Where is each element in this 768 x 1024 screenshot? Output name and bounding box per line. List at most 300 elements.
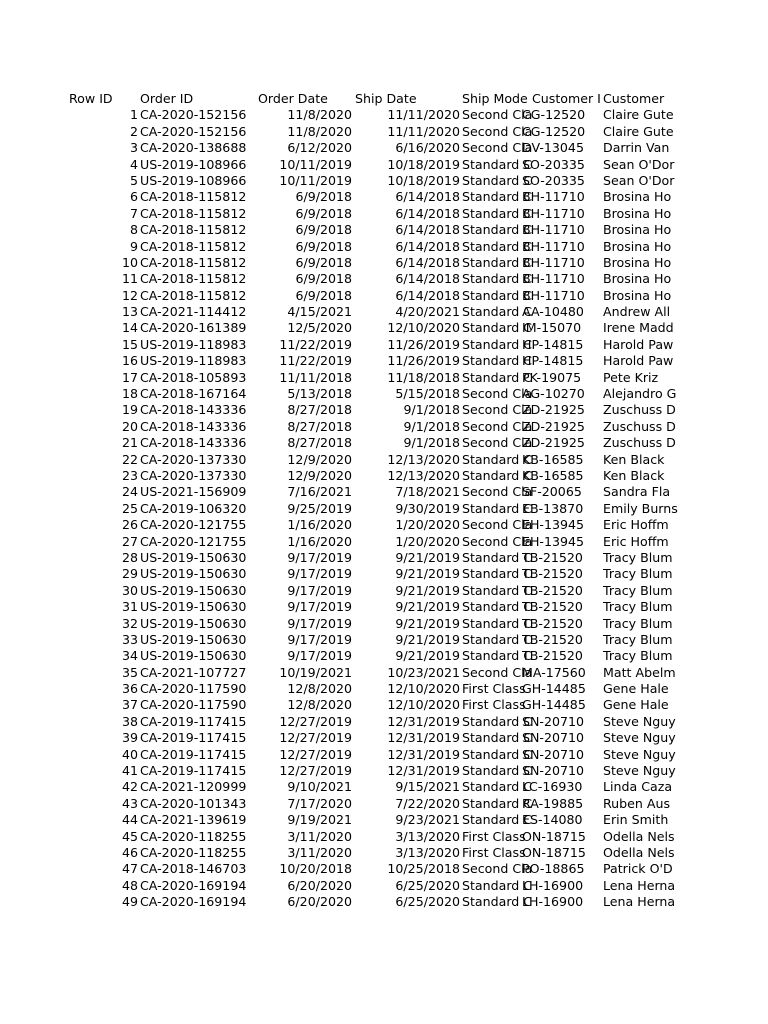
table-row — [0, 648, 768, 664]
cell-order-id: US-2019-150630 — [140, 615, 247, 631]
cell-customer-name: Tracy Blum — [603, 631, 673, 647]
cell-row-id: 40 — [121, 746, 138, 762]
table-row — [0, 320, 768, 336]
cell-customer-id: MA-17560 — [522, 664, 586, 680]
cell-customer-name: Pete Kriz — [603, 369, 659, 385]
cell-ship-mode: Standard C — [462, 779, 533, 795]
cell-order-date: 9/17/2019 — [287, 599, 352, 615]
cell-row-id: 44 — [121, 812, 138, 828]
cell-ship-date: 7/18/2021 — [395, 484, 460, 500]
cell-ship-date: 4/20/2021 — [395, 304, 460, 320]
cell-row-id: 4 — [129, 156, 138, 172]
cell-order-id: US-2019-150630 — [140, 582, 247, 598]
cell-ship-date: 12/10/2020 — [387, 681, 460, 697]
cell-ship-date: 12/31/2019 — [387, 713, 460, 729]
cell-ship-mode: Second Cla — [462, 435, 533, 451]
cell-order-date: 7/16/2021 — [287, 484, 352, 500]
cell-order-id: CA-2018-167164 — [140, 386, 247, 402]
cell-ship-mode: Second Cla — [462, 517, 533, 533]
cell-ship-date: 12/10/2020 — [387, 320, 460, 336]
header-row — [0, 91, 768, 107]
cell-row-id: 27 — [121, 533, 138, 549]
cell-row-id: 17 — [121, 369, 138, 385]
cell-row-id: 26 — [121, 517, 138, 533]
cell-order-date: 4/15/2021 — [287, 304, 352, 320]
table-row — [0, 583, 768, 599]
table-row — [0, 763, 768, 779]
cell-ship-mode: Standard C — [462, 763, 533, 779]
cell-ship-date: 6/14/2018 — [395, 222, 460, 238]
table-row — [0, 697, 768, 713]
cell-ship-mode: Standard C — [462, 172, 533, 188]
cell-row-id: 25 — [121, 500, 138, 516]
cell-ship-date: 9/21/2019 — [395, 582, 460, 598]
cell-customer-name: Tracy Blum — [603, 566, 673, 582]
cell-order-id: CA-2018-105893 — [140, 369, 247, 385]
cell-row-id: 11 — [121, 271, 138, 287]
cell-order-id: CA-2018-146703 — [140, 861, 247, 877]
cell-ship-date: 9/21/2019 — [395, 648, 460, 664]
cell-order-date: 12/27/2019 — [279, 746, 352, 762]
cell-customer-name: Steve Nguy — [603, 713, 676, 729]
cell-ship-date: 9/1/2018 — [403, 418, 460, 434]
cell-ship-date: 7/22/2020 — [395, 795, 460, 811]
cell-ship-mode: Second Cla — [462, 123, 533, 139]
cell-ship-mode: Standard C — [462, 271, 533, 287]
cell-order-id: CA-2020-117590 — [140, 697, 247, 713]
cell-order-date: 6/9/2018 — [295, 287, 352, 303]
cell-order-date: 6/20/2020 — [287, 877, 352, 893]
table-row — [0, 173, 768, 189]
table-row — [0, 386, 768, 402]
cell-customer-id: BH-11710 — [522, 189, 585, 205]
table-row — [0, 255, 768, 271]
cell-order-date: 9/10/2021 — [287, 779, 352, 795]
cell-ship-mode: Standard C — [462, 599, 533, 615]
cell-ship-mode: Standard C — [462, 549, 533, 565]
table-row — [0, 189, 768, 205]
cell-ship-mode: First Class — [462, 844, 526, 860]
table-body — [0, 107, 768, 910]
table-row — [0, 861, 768, 877]
cell-row-id: 43 — [121, 795, 138, 811]
cell-customer-id: TB-21520 — [522, 582, 583, 598]
cell-ship-date: 9/15/2021 — [395, 779, 460, 795]
cell-customer-id: EH-13945 — [522, 533, 585, 549]
cell-order-date: 10/11/2019 — [279, 156, 352, 172]
cell-ship-mode: Second Cla — [462, 484, 533, 500]
cell-order-date: 9/17/2019 — [287, 566, 352, 582]
cell-order-date: 9/25/2019 — [287, 500, 352, 516]
cell-row-id: 31 — [121, 599, 138, 615]
cell-order-date: 3/11/2020 — [287, 844, 352, 860]
cell-row-id: 30 — [121, 582, 138, 598]
cell-order-date: 1/16/2020 — [287, 533, 352, 549]
cell-customer-id: ZD-21925 — [522, 418, 585, 434]
cell-customer-name: Lena Herna — [603, 894, 676, 910]
cell-ship-date: 1/20/2020 — [395, 517, 460, 533]
cell-ship-mode: Standard C — [462, 730, 533, 746]
cell-customer-id: BH-11710 — [522, 287, 585, 303]
cell-order-date: 11/11/2018 — [279, 369, 352, 385]
header-ship-mode: Ship Mode — [462, 91, 528, 106]
cell-ship-mode: Standard C — [462, 713, 533, 729]
table-row — [0, 779, 768, 795]
cell-customer-id: SO-20335 — [522, 172, 585, 188]
cell-order-id: CA-2021-114412 — [140, 304, 247, 320]
cell-ship-mode: Standard C — [462, 156, 533, 172]
cell-ship-date: 3/13/2020 — [395, 828, 460, 844]
header-row-id: Row ID — [69, 91, 113, 106]
cell-customer-id: CG-12520 — [522, 107, 586, 123]
header-customer-name: Customer — [603, 91, 665, 106]
cell-order-date: 6/9/2018 — [295, 254, 352, 270]
cell-ship-mode: Second Cla — [462, 533, 533, 549]
cell-order-id: CA-2019-117415 — [140, 746, 247, 762]
cell-order-id: CA-2021-120999 — [140, 779, 247, 795]
cell-order-date: 10/19/2021 — [279, 664, 352, 680]
cell-order-id: US-2019-150630 — [140, 549, 247, 565]
cell-ship-mode: Standard C — [462, 582, 533, 598]
cell-ship-mode: Standard C — [462, 353, 533, 369]
cell-customer-id: CG-12520 — [522, 123, 586, 139]
cell-order-id: CA-2020-117590 — [140, 681, 247, 697]
cell-ship-date: 6/14/2018 — [395, 254, 460, 270]
cell-customer-id: DV-13045 — [522, 140, 584, 156]
table-row — [0, 402, 768, 418]
cell-customer-id: IM-15070 — [522, 320, 582, 336]
cell-ship-date: 10/18/2019 — [387, 156, 460, 172]
cell-customer-id: SN-20710 — [522, 713, 585, 729]
cell-customer-name: Gene Hale — [603, 697, 669, 713]
cell-row-id: 34 — [121, 648, 138, 664]
cell-customer-name: Sean O'Dor — [603, 156, 675, 172]
cell-ship-mode: Standard C — [462, 795, 533, 811]
cell-customer-name: Claire Gute — [603, 123, 674, 139]
cell-customer-id: TB-21520 — [522, 615, 583, 631]
cell-order-id: CA-2020-101343 — [140, 795, 247, 811]
cell-row-id: 29 — [121, 566, 138, 582]
cell-order-id: US-2019-108966 — [140, 172, 247, 188]
table-row — [0, 140, 768, 156]
cell-order-date: 10/20/2018 — [279, 861, 352, 877]
cell-ship-date: 6/25/2020 — [395, 877, 460, 893]
cell-ship-date: 10/18/2019 — [387, 172, 460, 188]
cell-row-id: 10 — [121, 254, 138, 270]
cell-order-id: CA-2018-115812 — [140, 189, 247, 205]
cell-row-id: 15 — [121, 336, 138, 352]
cell-row-id: 36 — [121, 681, 138, 697]
cell-ship-date: 9/21/2019 — [395, 549, 460, 565]
cell-customer-name: Odella Nels — [603, 844, 675, 860]
table-row — [0, 370, 768, 386]
cell-order-date: 1/16/2020 — [287, 517, 352, 533]
cell-order-date: 8/27/2018 — [287, 418, 352, 434]
cell-order-id: US-2021-156909 — [140, 484, 247, 500]
cell-order-date: 6/9/2018 — [295, 271, 352, 287]
cell-ship-date: 9/21/2019 — [395, 631, 460, 647]
cell-order-id: CA-2018-115812 — [140, 205, 247, 221]
cell-row-id: 3 — [129, 140, 138, 156]
cell-order-id: CA-2018-143336 — [140, 435, 247, 451]
cell-customer-name: Ruben Aus — [603, 795, 671, 811]
cell-customer-name: Steve Nguy — [603, 746, 676, 762]
cell-order-date: 12/5/2020 — [287, 320, 352, 336]
cell-order-id: CA-2019-117415 — [140, 713, 247, 729]
table-row — [0, 452, 768, 468]
cell-row-id: 13 — [121, 304, 138, 320]
cell-customer-name: Zuschuss D — [603, 435, 676, 451]
table-row — [0, 353, 768, 369]
cell-order-date: 7/17/2020 — [287, 795, 352, 811]
cell-order-date: 11/22/2019 — [279, 353, 352, 369]
cell-order-date: 12/8/2020 — [287, 681, 352, 697]
cell-row-id: 14 — [121, 320, 138, 336]
cell-ship-mode: Standard C — [462, 254, 533, 270]
cell-row-id: 33 — [121, 631, 138, 647]
cell-customer-name: Brosina Ho — [603, 271, 672, 287]
cell-order-date: 12/27/2019 — [279, 763, 352, 779]
cell-customer-name: Harold Paw — [603, 353, 674, 369]
cell-order-date: 6/9/2018 — [295, 205, 352, 221]
cell-ship-mode: Standard C — [462, 222, 533, 238]
cell-row-id: 18 — [121, 386, 138, 402]
cell-customer-name: Darrin Van — [603, 140, 670, 156]
cell-order-id: US-2019-108966 — [140, 156, 247, 172]
cell-ship-mode: Standard C — [462, 320, 533, 336]
cell-row-id: 12 — [121, 287, 138, 303]
cell-customer-name: Brosina Ho — [603, 287, 672, 303]
cell-customer-id: HP-14815 — [522, 336, 584, 352]
cell-order-id: CA-2020-121755 — [140, 517, 247, 533]
table-row — [0, 288, 768, 304]
cell-customer-id: SN-20710 — [522, 763, 585, 779]
cell-order-id: CA-2018-115812 — [140, 222, 247, 238]
cell-customer-id: TB-21520 — [522, 549, 583, 565]
cell-row-id: 39 — [121, 730, 138, 746]
table-row — [0, 435, 768, 451]
cell-customer-name: Emily Burns — [603, 500, 678, 516]
cell-customer-name: Eric Hoffm — [603, 517, 669, 533]
cell-ship-mode: First Class — [462, 681, 526, 697]
cell-order-id: CA-2020-118255 — [140, 828, 247, 844]
cell-order-date: 11/22/2019 — [279, 336, 352, 352]
header-customer-id: Customer I — [532, 91, 601, 106]
cell-ship-date: 11/11/2020 — [387, 107, 460, 123]
cell-ship-mode: Standard C — [462, 467, 533, 483]
cell-customer-name: Matt Abelm — [603, 664, 676, 680]
cell-ship-mode: Standard C — [462, 648, 533, 664]
table-row — [0, 665, 768, 681]
cell-ship-mode: Standard C — [462, 451, 533, 467]
cell-ship-date: 9/1/2018 — [403, 435, 460, 451]
cell-ship-date: 6/14/2018 — [395, 189, 460, 205]
cell-row-id: 1 — [129, 107, 138, 123]
cell-order-date: 12/9/2020 — [287, 451, 352, 467]
cell-ship-date: 9/21/2019 — [395, 615, 460, 631]
table-row — [0, 714, 768, 730]
cell-ship-date: 9/21/2019 — [395, 599, 460, 615]
table-row — [0, 681, 768, 697]
cell-customer-id: ZD-21925 — [522, 435, 585, 451]
cell-row-id: 38 — [121, 713, 138, 729]
cell-row-id: 46 — [121, 844, 138, 860]
cell-customer-id: BH-11710 — [522, 254, 585, 270]
table-row — [0, 222, 768, 238]
cell-ship-mode: Second Cla — [462, 418, 533, 434]
table-row — [0, 878, 768, 894]
cell-customer-id: SN-20710 — [522, 746, 585, 762]
cell-order-date: 3/11/2020 — [287, 828, 352, 844]
cell-customer-name: Eric Hoffm — [603, 533, 669, 549]
table-row — [0, 271, 768, 287]
cell-ship-mode: Standard C — [462, 566, 533, 582]
cell-order-date: 6/12/2020 — [287, 140, 352, 156]
cell-customer-name: Brosina Ho — [603, 238, 672, 254]
cell-row-id: 23 — [121, 467, 138, 483]
cell-order-date: 12/27/2019 — [279, 730, 352, 746]
cell-ship-date: 6/25/2020 — [395, 894, 460, 910]
cell-row-id: 16 — [121, 353, 138, 369]
cell-customer-name: Tracy Blum — [603, 549, 673, 565]
cell-ship-mode: Second Cla — [462, 140, 533, 156]
cell-ship-date: 9/1/2018 — [403, 402, 460, 418]
cell-row-id: 32 — [121, 615, 138, 631]
table-row — [0, 419, 768, 435]
cell-ship-date: 11/26/2019 — [387, 353, 460, 369]
cell-ship-date: 6/14/2018 — [395, 238, 460, 254]
cell-customer-name: Alejandro G — [603, 386, 677, 402]
cell-customer-id: LC-16930 — [522, 779, 583, 795]
cell-ship-mode: Second Cla — [462, 386, 533, 402]
cell-ship-date: 12/31/2019 — [387, 763, 460, 779]
cell-ship-date: 11/11/2020 — [387, 123, 460, 139]
cell-order-date: 10/11/2019 — [279, 172, 352, 188]
cell-row-id: 47 — [121, 861, 138, 877]
cell-ship-date: 11/18/2018 — [387, 369, 460, 385]
cell-customer-id: GH-14485 — [522, 697, 586, 713]
table-row — [0, 747, 768, 763]
cell-order-date: 8/27/2018 — [287, 435, 352, 451]
cell-customer-id: PO-18865 — [522, 861, 585, 877]
cell-ship-date: 9/23/2021 — [395, 812, 460, 828]
cell-customer-id: RA-19885 — [522, 795, 584, 811]
header-order-id: Order ID — [140, 91, 194, 106]
cell-customer-name: Claire Gute — [603, 107, 674, 123]
cell-order-id: US-2019-150630 — [140, 631, 247, 647]
cell-ship-date: 12/10/2020 — [387, 697, 460, 713]
table-row — [0, 566, 768, 582]
cell-ship-date: 1/20/2020 — [395, 533, 460, 549]
cell-ship-mode: Standard C — [462, 500, 533, 516]
cell-order-id: CA-2018-115812 — [140, 254, 247, 270]
table-row — [0, 304, 768, 320]
cell-ship-date: 6/14/2018 — [395, 205, 460, 221]
cell-ship-date: 10/25/2018 — [387, 861, 460, 877]
table-row — [0, 812, 768, 828]
cell-ship-date: 9/21/2019 — [395, 566, 460, 582]
cell-ship-date: 5/15/2018 — [395, 386, 460, 402]
cell-row-id: 22 — [121, 451, 138, 467]
cell-order-id: CA-2020-138688 — [140, 140, 247, 156]
cell-customer-name: Harold Paw — [603, 336, 674, 352]
cell-ship-mode: Standard C — [462, 894, 533, 910]
cell-ship-date: 9/30/2019 — [395, 500, 460, 516]
cell-row-id: 41 — [121, 763, 138, 779]
cell-customer-name: Lena Herna — [603, 877, 676, 893]
cell-order-id: CA-2019-117415 — [140, 763, 247, 779]
cell-order-id: US-2019-150630 — [140, 648, 247, 664]
cell-customer-id: GH-14485 — [522, 681, 586, 697]
cell-order-id: CA-2020-169194 — [140, 894, 247, 910]
cell-ship-mode: Standard C — [462, 238, 533, 254]
cell-ship-mode: Standard C — [462, 336, 533, 352]
cell-customer-name: Zuschuss D — [603, 402, 676, 418]
cell-customer-id: ES-14080 — [522, 812, 583, 828]
cell-customer-id: BH-11710 — [522, 205, 585, 221]
cell-customer-id: SO-20335 — [522, 156, 585, 172]
cell-order-date: 8/27/2018 — [287, 402, 352, 418]
cell-customer-id: KB-16585 — [522, 467, 584, 483]
cell-customer-id: TB-21520 — [522, 599, 583, 615]
cell-order-date: 11/8/2020 — [287, 107, 352, 123]
table-row — [0, 501, 768, 517]
cell-ship-mode: First Class — [462, 828, 526, 844]
cell-ship-date: 6/16/2020 — [395, 140, 460, 156]
cell-row-id: 7 — [129, 205, 138, 221]
cell-row-id: 9 — [129, 238, 138, 254]
cell-row-id: 24 — [121, 484, 138, 500]
cell-customer-id: ON-18715 — [522, 844, 586, 860]
cell-customer-name: Tracy Blum — [603, 615, 673, 631]
cell-order-id: CA-2018-115812 — [140, 238, 247, 254]
cell-customer-name: Tracy Blum — [603, 582, 673, 598]
cell-ship-date: 12/13/2020 — [387, 451, 460, 467]
cell-order-id: CA-2020-137330 — [140, 451, 247, 467]
cell-customer-name: Brosina Ho — [603, 254, 672, 270]
cell-customer-id: BH-11710 — [522, 238, 585, 254]
cell-customer-id: BH-11710 — [522, 222, 585, 238]
cell-order-id: CA-2018-115812 — [140, 287, 247, 303]
cell-ship-mode: Standard C — [462, 631, 533, 647]
cell-ship-date: 11/26/2019 — [387, 336, 460, 352]
cell-customer-name: Tracy Blum — [603, 648, 673, 664]
cell-customer-id: TB-21520 — [522, 631, 583, 647]
cell-customer-id: HP-14815 — [522, 353, 584, 369]
cell-row-id: 45 — [121, 828, 138, 844]
cell-row-id: 21 — [121, 435, 138, 451]
cell-order-id: CA-2021-107727 — [140, 664, 247, 680]
cell-row-id: 42 — [121, 779, 138, 795]
table-row — [0, 239, 768, 255]
cell-customer-name: Andrew All — [603, 304, 671, 320]
header-order-date: Order Date — [258, 91, 328, 106]
cell-customer-id: TB-21520 — [522, 566, 583, 582]
cell-customer-name: Steve Nguy — [603, 763, 676, 779]
table-row — [0, 796, 768, 812]
cell-row-id: 2 — [129, 123, 138, 139]
cell-ship-date: 10/23/2021 — [387, 664, 460, 680]
cell-ship-mode: Standard C — [462, 812, 533, 828]
table-row — [0, 534, 768, 550]
table-row — [0, 599, 768, 615]
table-row — [0, 845, 768, 861]
cell-row-id: 20 — [121, 418, 138, 434]
cell-order-id: CA-2020-169194 — [140, 877, 247, 893]
cell-customer-id: LH-16900 — [522, 877, 584, 893]
cell-customer-name: Ken Black — [603, 467, 665, 483]
cell-order-date: 9/17/2019 — [287, 648, 352, 664]
